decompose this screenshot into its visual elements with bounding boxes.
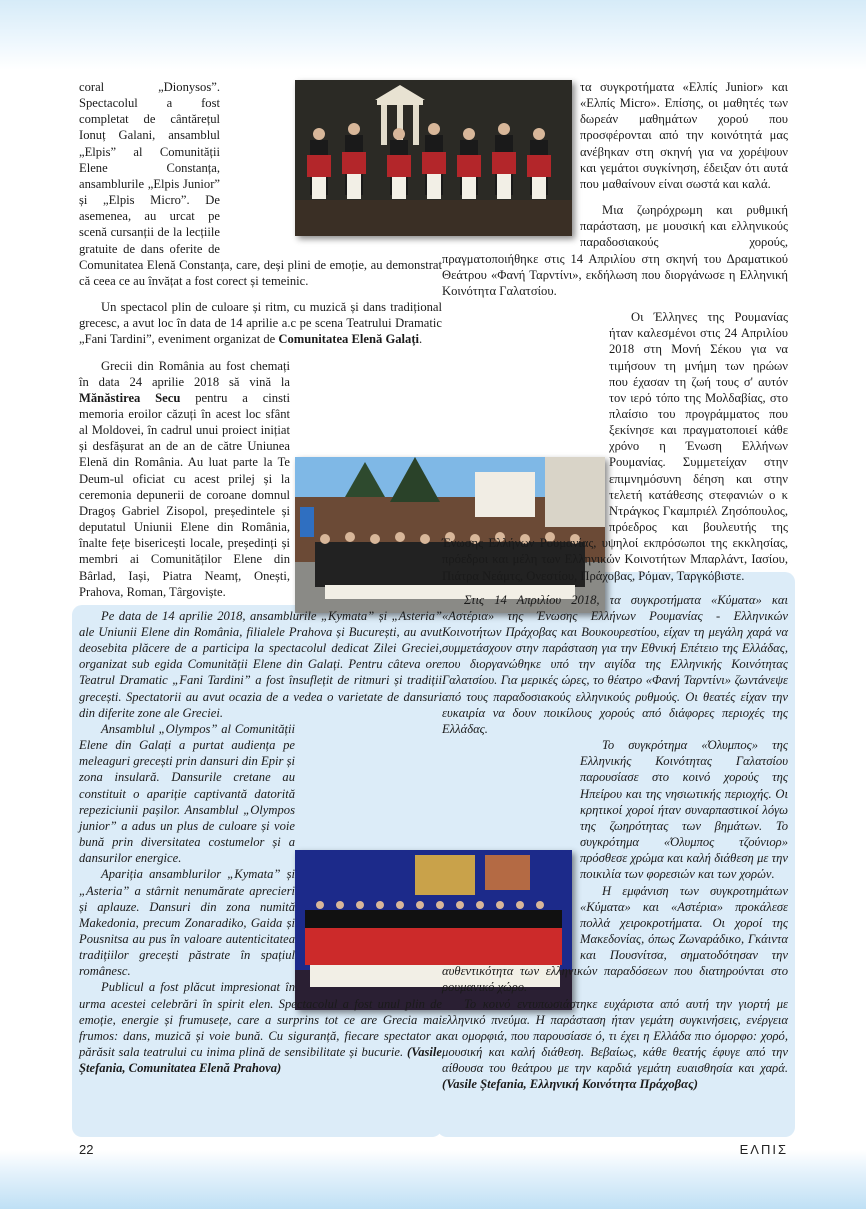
- bottom-gradient-band: [0, 1150, 866, 1209]
- el-paragraph-6: Η εμφάνιση των συγκροτημάτων «Κύματα» και «Αστέρια» προκάλεσε πολλά χειροκροτήματα. Οι χοροί της Μακεδονίας, όπως Ζωναράδικο, Γκάιντα και Πουσνίτσα, σηματοδότησαν την αυθεντικότητα των ελληνικών παραδόσεων που διατηρούνται στο ρουμανικό χώρο.: [442, 883, 788, 995]
- ro-paragraph-4: Pe data de 14 aprilie 2018, ansamblurile „Kymata” și „Asteria” ale Uniunii Elene din România, filialele Prahova și București, au avut deosebita plăcere de a participa la spectacolul dedicat Zilei Greciei, organizat sub egida Comunității Elene din Galați. Pentru câteva ore Teatrul Dramatic „Fani Tardini” a fost însuflețit de ritmuri și tradiții grecești. Spectatorii au avut ocazia de a vedea o varietate de dansuri din diferite zone ale Greciei.: [79, 608, 442, 720]
- ro-paragraph-7-text: Publicul a fost plăcut impresionat în urma acestei celebrări în spirit elen. Spectacolul a fost unul plin de emoție, energie și frumusețe, care a surprins tot ce are Grecia mai frumos: dans, muzică și voie bună. Cu siguranță, fiecare spectator a părăsit sala teatrului cu inima plină de sensibilitate și bucurie.: [79, 980, 442, 1060]
- photo-spacer: [290, 434, 442, 584]
- top-gradient-band: [0, 0, 866, 70]
- ro-paragraph-7: [79, 979, 442, 1076]
- page-number: 22: [79, 1142, 94, 1157]
- el-paragraph-2: Μια ζωηρόχρωμη και ρυθμική παράσταση, με μουσική και ελληνικούς παραδοσιακούς χορούς, πραγματοποιήθηκε στις 14 Απριλίου στη σκηνή του Δραματικού Θεάτρου «Φανή Ταρντίνι», εκδήλωση που διοργάνωσε η Ελληνική Κοινότητα Γαλατσίου.: [442, 203, 788, 298]
- ro-paragraph-6: Apariția ansamblurilor „Kymata” și „Asteria” a stârnit nenumărate aprecieri și aplauze. Dansuri din zona numită Makedonia, precum Zonaradiko, Gaida și Pousnitsa au pus în valoare autenticitatea tradițiilor grecești păstrate în spațiul românesc.: [79, 867, 295, 979]
- ro-paragraph-2-bold: Comunitatea Elenă Galați: [278, 332, 420, 347]
- magazine-name: ΕΛΠΙΣ: [739, 1142, 788, 1157]
- el-paragraph-7-text: Το κοινό εντυπωσιάστηκε ευχάριστα από αυτή την γιορτή με ελληνικό πνεύμα. Η παράσταση ήταν γεμάτη συγκινήσεις, ενέργεια και ομορφιά, που παρουσίασε ό, τι έχει η Ελλάδα πιο όμορφο: χορό, μουσική και καλή διάθεση. Βεβαίως, κάθε θεατής έφυγε από την αίθουσα του θεάτρου με την καρδιά γεμάτη ευαισθησία και χαρά.: [442, 996, 788, 1076]
- photo-spacer: [442, 79, 580, 241]
- ro-paragraph-3-rest: pentru a cinsti memoria eroilor căzuți în acest loc sfânt al Moldovei, în cadrul unui proiect inițiat și desfășurat an de an de către Uniunea Elenă din România. Au luat parte la Te Deum-ul oficiat cu acest prilej și la ceremonia depunerii de coroane domnul Dragoș Gabriel Zisopol, președintele și deputatul Uniunii Elene din România, înalte fețe bisericești locale, președinți și membri ai Comunităților Elene din Bârlad, Iași, Piatra Neamț, Onești, Prahova, Roman, Târgoviște.: [79, 390, 290, 599]
- el-paragraph-7: [442, 996, 788, 1093]
- el-paragraph-4: Στις 14 Απριλίου 2018, τα συγκροτήματα «Κύματα» και «Αστέρια» της Ένωσης Ελλήνων Ρουμανίας - Ελληνικών Κοινοτήτων Πράχοβας και Βουκουρεστίου, είχαν τη μεγάλη χαρά να συμμετάσχουν στην παράσταση για την Εθνική Επέτειο της Ελλάδας, που διοργανώθηκε υπό την αιγίδα της Ελληνικής Κοινότητας Γαλατσίου. Για μερικές ώρες, το θέατρο «Φανή Ταρντίνι» ζωντάνεψε από τους παραδοσιακούς ελληνικούς ρυθμούς. Οι θεατές είχαν την ευκαιρία να δουν ποικίλους χορούς από διάφορες περιοχές της Ελλάδας.: [442, 592, 788, 736]
- photo-spacer: [442, 411, 609, 529]
- ro-paragraph-2-end: .: [419, 332, 423, 347]
- romanian-column: [79, 79, 442, 1076]
- ro-paragraph-2-text: Un spectacol plin de culoare și ritm, cu muzică și dans tradițional grecesc, a avut loc în data de 14 aprilie a.c pe scena Teatrului Dramatic „Fani Tardini”, eveniment organizat de: [79, 300, 442, 347]
- photo-spacer: [295, 822, 442, 987]
- el-paragraph-1: τα συγκροτήματα «Ελπίς Junior» και «Ελπίς Micro». Επίσης, οι μαθητές των δωρεάν μαθημάτων χορού που προσφέρονται από την κοινότητά μας ανέβηκαν στη σκηνή για να χορέψουν και γεμάτοι συγκίνηση, έδειξαν ότι αυτά που μαθαίνουν είναι σωστά και καλά.: [580, 80, 788, 191]
- greek-column: [442, 79, 788, 1093]
- photo-spacer: [220, 79, 442, 241]
- ro-paragraph-3-bold: Mănăstirea Secu: [79, 390, 181, 405]
- ro-paragraph-7-signature: (Vasile Ștefania, Comunitatea Elenă Prahova): [79, 1045, 442, 1076]
- photo-spacer: [442, 803, 580, 963]
- ro-paragraph-3-text: Grecii din România au fost chemați în data 24 aprilie 2018 să vină la: [79, 358, 290, 389]
- ro-paragraph-5: Ansamblul „Olympos” al Comunității Elene din Galați a purtat audiența pe meleaguri grecești prin dansuri din Epir și zona insulară. Dansurile cretane au constituit o apariție captivantă datorită repeziciunii pașilor. Ansamblul „Olympos junior” a adus un plus de culoare și voie bună prin diversitatea costumelor și a dansurilor energice.: [79, 721, 295, 866]
- el-paragraph-5: Το συγκρότημα «Όλυμπος» της Ελληνικής Κοινότητας Γαλατσίου παρουσίασε στο κοινό χορούς της Ηπείρου και της νησιωτικής περιοχής. Οι κρητικοί χοροί ήταν συναρπαστικοί λόγω της ζωηρότητας των βημάτων. Το συγκρότημα «Όλυμπος τζούνιορ» πρόσθεσε χρώμα και καλή διάθεση με την ποικιλία των φορεσιών και των χορών.: [580, 738, 788, 882]
- el-paragraph-7-signature: (Vasile Ștefania, Ελληνική Κοινότητα Πράχοβας): [442, 1077, 698, 1092]
- ro-paragraph-1: coral „Dionysos”. Spectacolul a fost completat de cântărețul Ionuț Galani, ansamblul „Elpis” al Comunității Elene Constanța, ansamblurile „Elpis Junior” și „Elpis Micro”. De asemenea, au urcat pe scenă cursanții de la lecțiile gratuite de dans oferite de Comunitatea Elenă Constanța, care, deși plini de emoție, au demonstrat că ceea ce au învățat a fost corect și temeinic.: [79, 80, 442, 288]
- el-paragraph-3: Οι Έλληνες της Ρουμανίας ήταν καλεσμένοι στις 24 Απριλίου 2018 στη Μονή Σέκου για να τιμήσουν τη μνήμη των ηρώων που έχασαν τη ζωή τους σ' αυτόν τον ιερό τόπο της Μολδαβίας, στο πλαίσιο του προγράμματος που ξεκίνησε και πραγματοποιεί κάθε χρόνο η Ένωση Ελλήνων Ρουμανίας. Συμμετείχαν στην επιμνημόσυνη δέηση και στην τελετή κατάθεσης στεφανιών ο κ Ντράγκος Γκαμπριέλ Ζησόπουλος, πρόεδρος και βουλευτής της Ένωσης Ελλήνων Ρουμανίας, υψηλοί εκπρόσωποι της εκκλησίας, πρόεδροι και μέλη των Ελληνικών Κοινοτήτων Μπαρλάντ, Ιασίου, Πιάτρα Νεάμτς, Ονεστίου, Πράχοβας, Ρόμαν, Ταργκόβιστε.: [442, 310, 788, 583]
- ro-paragraph-2: [79, 299, 442, 347]
